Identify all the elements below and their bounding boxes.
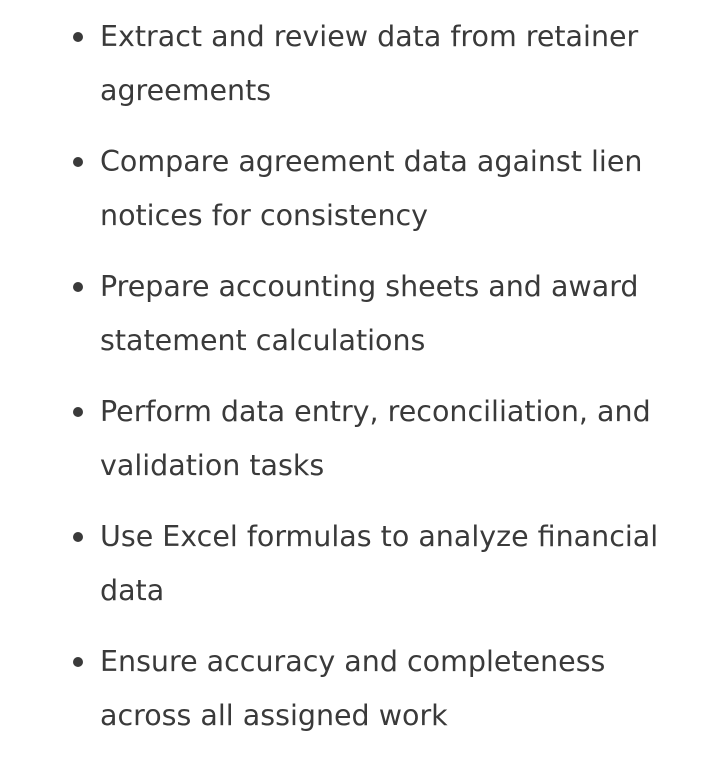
bullet-icon: [73, 657, 83, 667]
list-item: [0, 635, 716, 743]
list-item-text: Ensure accuracy and completeness across all assigned work: [100, 645, 606, 732]
list-item: [0, 260, 716, 368]
responsibilities-list: [0, 10, 716, 760]
list-item: [0, 385, 716, 493]
bullet-icon: [73, 282, 83, 292]
bullet-icon: [73, 32, 83, 42]
list-item-text: Use Excel formulas to analyze financial data: [100, 520, 659, 607]
list-item-text: Compare agreement data against lien notices for consistency: [100, 145, 643, 232]
list-item-text: Prepare accounting sheets and award statement calculations: [100, 270, 639, 357]
list-item: [0, 10, 716, 118]
list-item: [0, 135, 716, 243]
list-item-text: Perform data entry, reconciliation, and validation tasks: [100, 395, 651, 482]
list-item-text: Extract and review data from retainer agreements: [100, 20, 639, 107]
bullet-icon: [73, 532, 83, 542]
bullet-icon: [73, 157, 83, 167]
bullet-icon: [73, 407, 83, 417]
list-item: [0, 510, 716, 618]
